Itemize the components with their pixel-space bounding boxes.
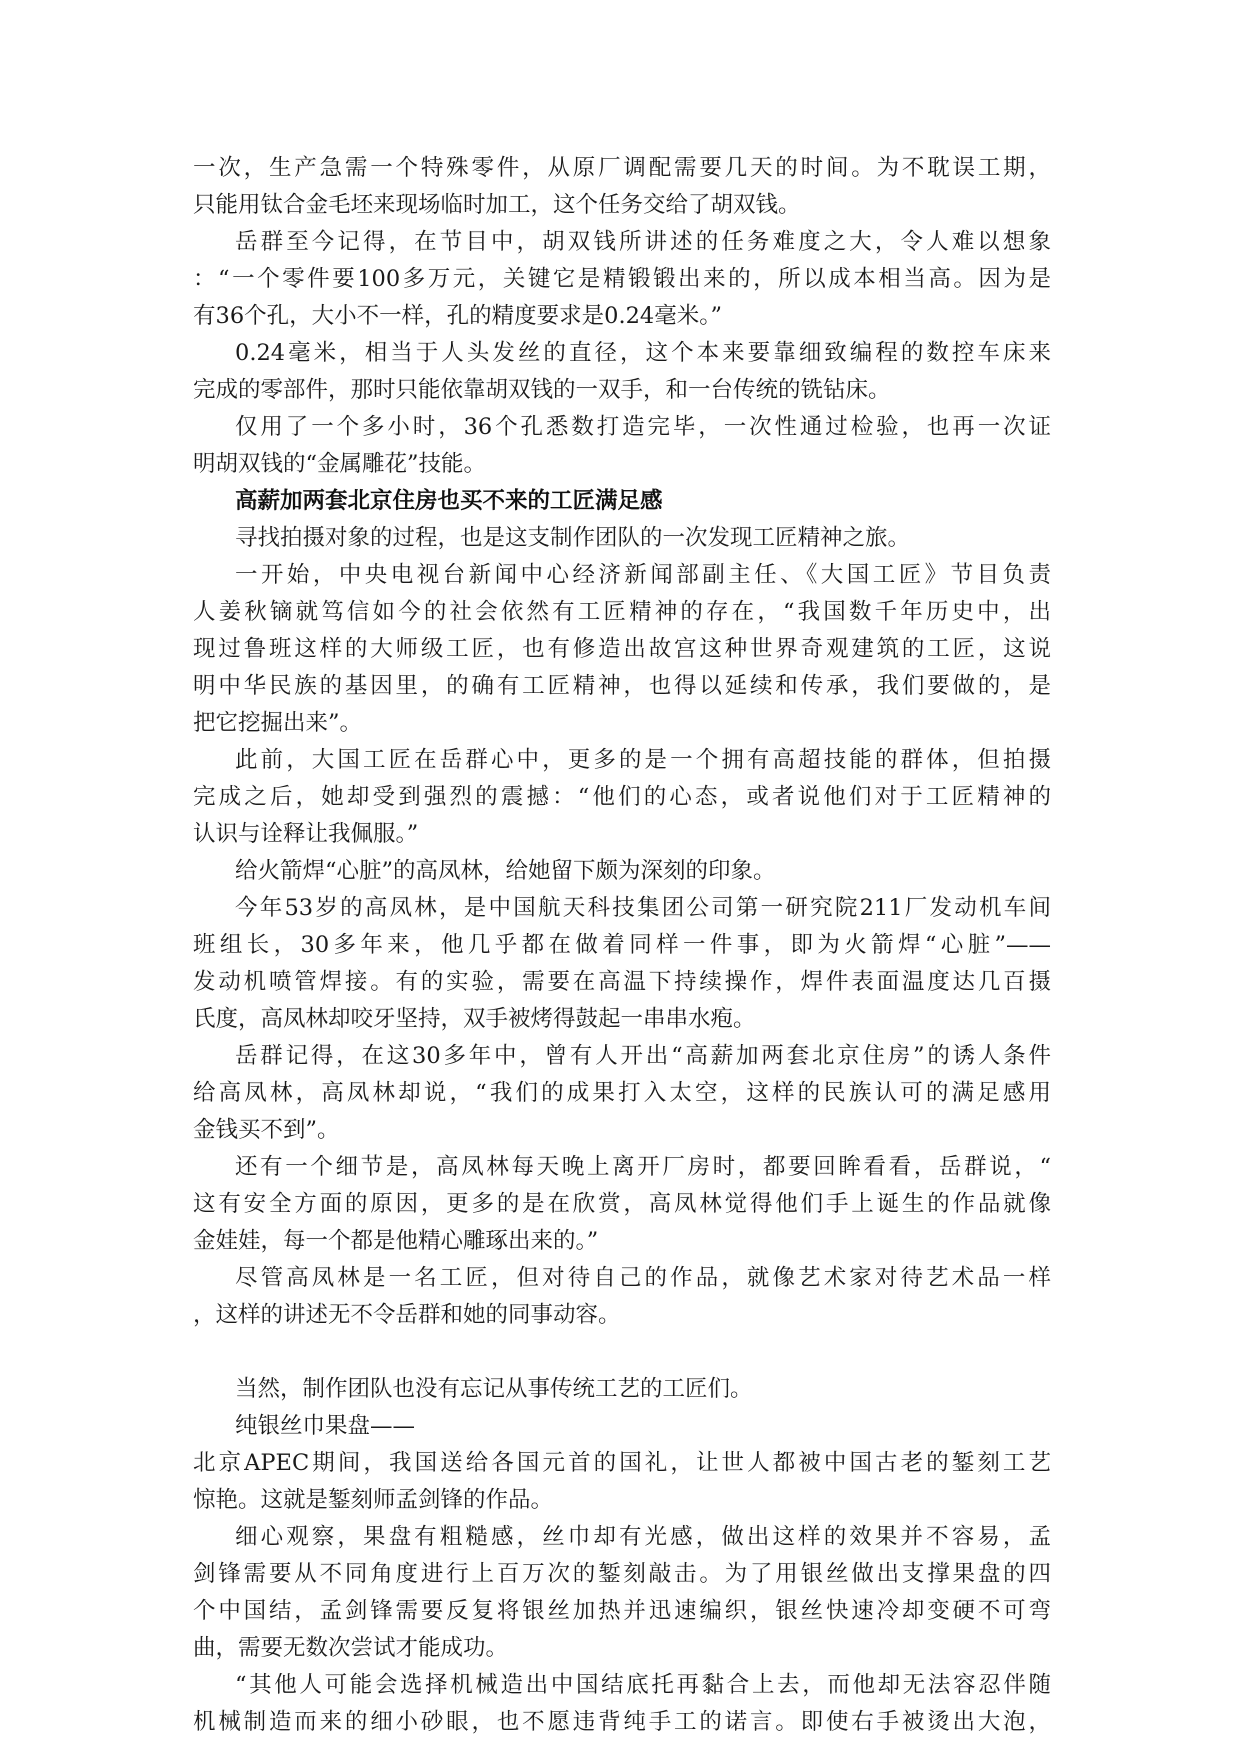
text-line: 个中国结，孟剑锋需要反复将银丝加热并迅速编织，银丝快速冷却变硬不可弯 [193, 1598, 1051, 1624]
text-line: 发动机喷管焊接。有的实验，需要在高温下持续操作，焊件表面温度达几百摄 [193, 969, 1051, 995]
text-line: 寻找拍摄对象的过程，也是这支制作团队的一次发现工匠精神之旅。 [235, 525, 911, 551]
text-line: 曲，需要无数次尝试才能成功。 [193, 1635, 509, 1661]
text-line: 班组长，30多年来，他几乎都在做着同样一件事，即为火箭焊“心脏”—— [193, 932, 1051, 958]
text-line: 有36个孔，大小不一样，孔的精度要求是0.24毫米。” [193, 303, 722, 329]
text-line: 金钱买不到”。 [193, 1117, 340, 1143]
text-line: 只能用钛合金毛坯来现场临时加工，这个任务交给了胡双钱。 [193, 192, 801, 218]
text-line: 纯银丝巾果盘—— [235, 1413, 416, 1439]
text-line: 岳群至今记得，在节目中，胡双钱所讲述的任务难度之大，令人难以想象 [235, 229, 1051, 255]
text-line: 今年53岁的高凤林，是中国航天科技集团公司第一研究院211厂发动机车间 [235, 895, 1051, 921]
text-line: 还有一个细节是，高凤林每天晚上离开厂房时，都要回眸看看，岳群说，“ [235, 1154, 1051, 1180]
text-line: 这有安全方面的原因，更多的是在欣赏，高凤林觉得他们手上诞生的作品就像 [193, 1191, 1051, 1217]
text-line: 氏度，高凤林却咬牙坚持，双手被烤得鼓起一串串水疱。 [193, 1006, 756, 1032]
text-line: 把它挖掘出来”。 [193, 710, 363, 736]
text-line: “其他人可能会选择机械造出中国结底托再黏合上去，而他却无法容忍伴随 [235, 1672, 1051, 1698]
text-line: 岳群记得，在这30多年中，曾有人开出“高薪加两套北京住房”的诱人条件 [235, 1043, 1051, 1069]
text-line: 北京APEC期间，我国送给各国元首的国礼，让世人都被中国古老的錾刻工艺 [193, 1450, 1051, 1476]
text-line: 惊艳。这就是錾刻师孟剑锋的作品。 [193, 1487, 554, 1513]
text-line: 剑锋需要从不同角度进行上百万次的錾刻敲击。为了用银丝做出支撑果盘的四 [193, 1561, 1051, 1587]
text-line: 给高凤林，高凤林却说，“我们的成果打入太空，这样的民族认可的满足感用 [193, 1080, 1051, 1106]
text-line: 现过鲁班这样的大师级工匠，也有修造出故宫这种世界奇观建筑的工匠，这说 [193, 636, 1051, 662]
text-line: 一次，生产急需一个特殊零件，从原厂调配需要几天的时间。为不耽误工期， [193, 155, 1051, 181]
text-line: 认识与诠释让我佩服。” [193, 821, 419, 847]
text-line: 当然，制作团队也没有忘记从事传统工艺的工匠们。 [235, 1376, 753, 1402]
text-line: 给火箭焊“心脏”的高凤林，给她留下颇为深刻的印象。 [235, 858, 776, 884]
text-line: 尽管高凤林是一名工匠，但对待自己的作品，就像艺术家对待艺术品一样 [235, 1265, 1051, 1291]
text-line: ，这样的讲述无不令岳群和她的同事动容。 [193, 1302, 621, 1328]
text-line: 细心观察，果盘有粗糙感，丝巾却有光感，做出这样的效果并不容易，孟 [235, 1524, 1051, 1550]
article-body [193, 150, 1051, 1741]
text-line: 明中华民族的基因里，的确有工匠精神，也得以延续和传承，我们要做的，是 [193, 673, 1051, 699]
text-line: 此前，大国工匠在岳群心中，更多的是一个拥有高超技能的群体，但拍摄 [235, 747, 1051, 773]
text-line: 仅用了一个多小时，36个孔悉数打造完毕，一次性通过检验，也再一次证 [235, 414, 1051, 440]
text-line: 金娃娃，每一个都是他精心雕琢出来的。” [193, 1228, 599, 1254]
text-line: ：“一个零件要100多万元，关键它是精锻锻出来的，所以成本相当高。因为是 [193, 266, 1051, 292]
text-line: 0.24毫米，相当于人头发丝的直径，这个本来要靠细致编程的数控车床来 [235, 340, 1051, 366]
text-line: 明胡双钱的“金属雕花”技能。 [193, 451, 487, 477]
text-line: 机械制造而来的细小砂眼，也不愿违背纯手工的诺言。即使右手被烫出大泡， [193, 1709, 1051, 1735]
blank-line [193, 1334, 1051, 1371]
section-heading: 高薪加两套北京住房也买不来的工匠满足感 [235, 488, 663, 514]
text-line: 完成之后，她却受到强烈的震撼：“他们的心态，或者说他们对于工匠精神的 [193, 784, 1051, 810]
text-line: 人姜秋镝就笃信如今的社会依然有工匠精神的存在，“我国数千年历史中，出 [193, 599, 1051, 625]
text-line: 完成的零部件，那时只能依靠胡双钱的一双手，和一台传统的铣钻床。 [193, 377, 891, 403]
text-line: 一开始，中央电视台新闻中心经济新闻部副主任、《大国工匠》节目负责 [235, 562, 1051, 588]
